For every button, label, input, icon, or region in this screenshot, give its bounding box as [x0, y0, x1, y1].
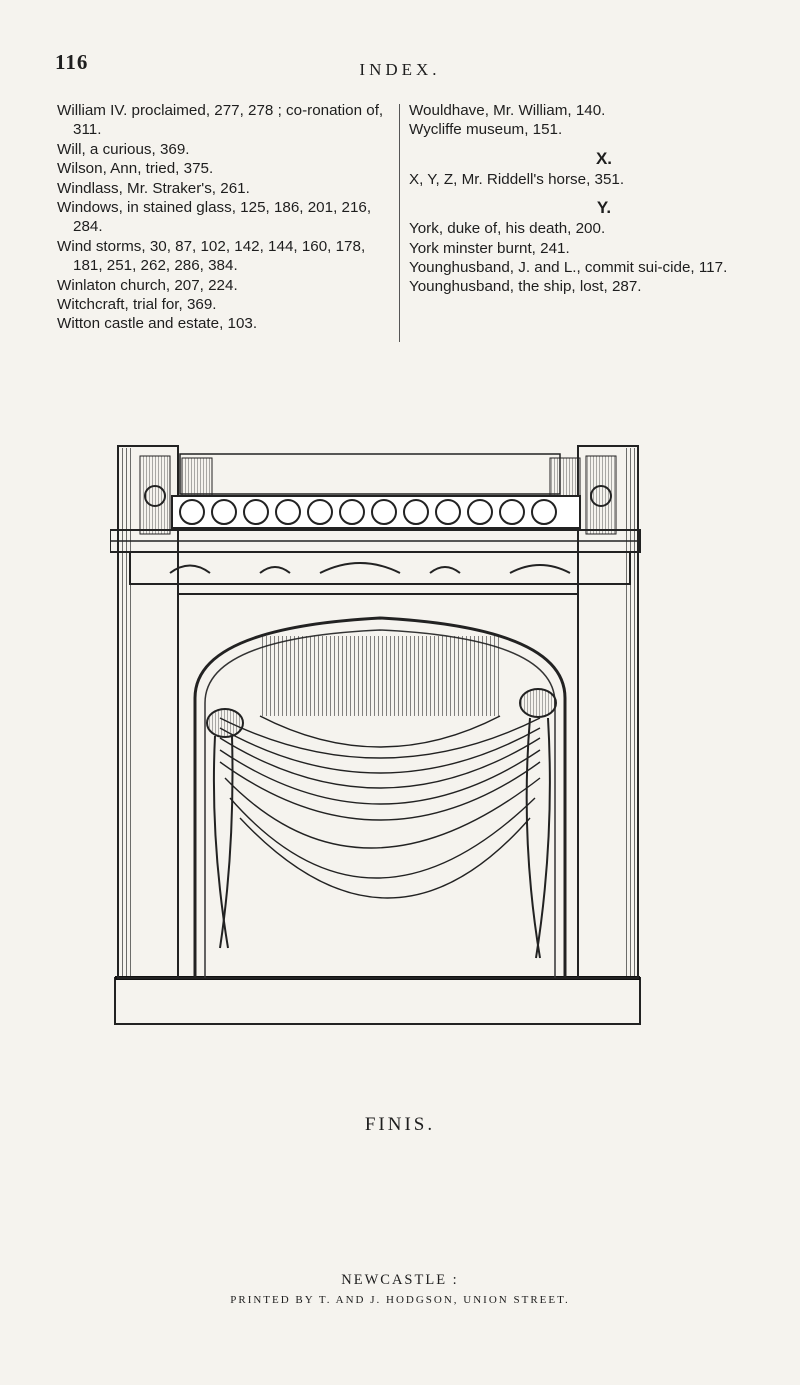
finis-label: FINIS.	[364, 1114, 436, 1135]
index-column-right	[409, 101, 769, 297]
index-entry: Windlass, Mr. Straker's, 261.	[57, 179, 250, 197]
section-letter-y: Y.	[596, 198, 612, 218]
index-entry: York, duke of, his death, 200.	[409, 220, 606, 238]
running-head: INDEX.	[359, 60, 441, 79]
imprint-printer: PRINTED BY T. AND J. HODGSON, UNION STREET.	[230, 1294, 570, 1306]
index-entry: Windows, in stained glass, 125, 186, 201, 216, 284.	[57, 199, 372, 236]
page-number: 116	[55, 50, 89, 74]
index-entry: X, Y, Z, Mr. Riddell's horse, 351.	[409, 170, 625, 188]
index-entry: William IV. proclaimed, 277, 278 ; co-ronation of, 311.	[57, 102, 384, 139]
section-letter-x: X.	[595, 148, 613, 168]
index-entry: Witchcraft, trial for, 369.	[57, 296, 217, 314]
index-entry: Winlaton church, 207, 224.	[57, 276, 238, 294]
index-entry: Wind storms, 30, 87, 102, 142, 144, 160, 178, 181, 251, 262, 286, 384.	[57, 237, 366, 275]
index-entry: Witton castle and estate, 103.	[57, 315, 258, 333]
index-entry: York minster burnt, 241.	[409, 239, 570, 257]
column-divider	[399, 104, 400, 342]
gothic-canopy-engraving	[110, 418, 650, 1030]
index-entry: Younghusband, J. and L., commit sui-cide, 117.	[409, 259, 728, 277]
index-entry: Wycliffe museum, 151.	[409, 121, 563, 139]
index-entry: Wouldhave, Mr. William, 140.	[409, 102, 606, 119]
index-column-left	[57, 101, 392, 334]
imprint-place: NEWCASTLE :	[341, 1272, 459, 1288]
index-entry: Wilson, Ann, tried, 375.	[57, 160, 214, 178]
index-entry: Will, a curious, 369.	[57, 140, 190, 158]
index-entry: Younghusband, the ship, lost, 287.	[409, 278, 642, 296]
